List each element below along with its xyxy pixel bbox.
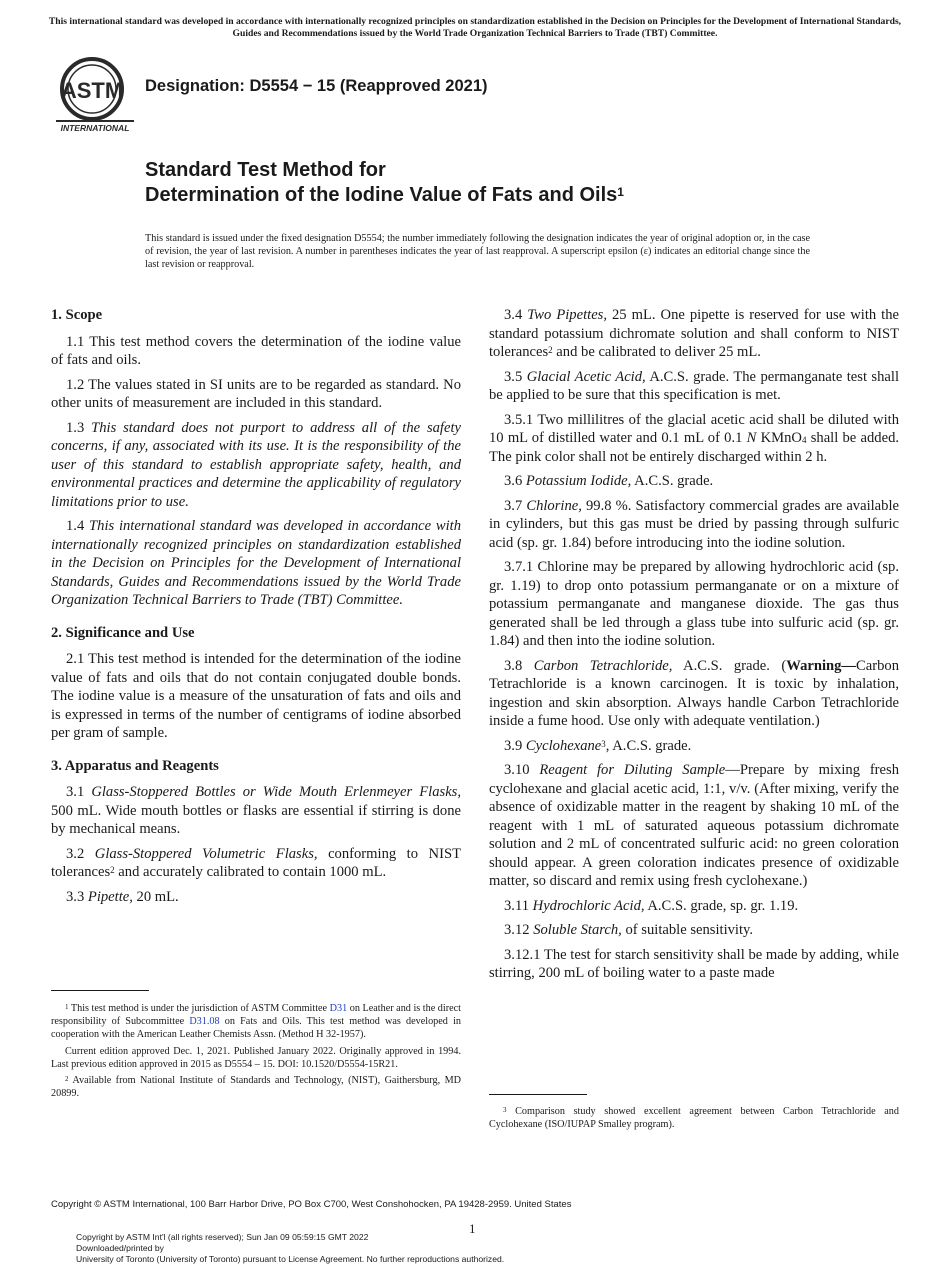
footnote-text: This test method is under the jurisdiction of ASTM Committee — [68, 1003, 330, 1014]
clause-text: This test method is intended for the determination of the iodine value of fats and oils that do not contain conjugated double bonds. The iodine value is a measure of the unsaturation of fats and oils and is expressed in terms of the number of centigrams of iodine absorbed per gram of sample. — [51, 651, 461, 741]
paragraph-3-10 — [489, 761, 899, 891]
normality-symbol: N — [746, 430, 757, 446]
paragraph-3-11 — [489, 897, 899, 916]
footnote-3 — [489, 1105, 899, 1131]
clause-number: 1.4 — [66, 518, 85, 534]
clause-term: Two Pipettes, — [527, 307, 607, 323]
page-number: 1 — [469, 1221, 476, 1236]
designation: Designation: D5554 − 15 (Reapproved 2021) — [145, 77, 488, 95]
paragraph-3-5-1 — [489, 411, 899, 467]
clause-text: and be calibrated to deliver 25 mL. — [552, 344, 761, 360]
download-line-3: University of Toronto (University of Toronto) pursuant to License Agreement. No further reproductions authorized. — [76, 1254, 505, 1265]
paragraph-3-5 — [489, 368, 899, 405]
clause-text: A.C.S. grade, sp. gr. 1.19. — [644, 897, 799, 914]
warning-label: Warning— — [786, 657, 857, 674]
footnotes-left — [51, 1002, 461, 1103]
copyright-line: Copyright © ASTM International, 100 Barr Harbor Drive, PO Box C700, West Conshohocken, PA 19428-2959. United States — [51, 1199, 572, 1210]
clause-text: Two millilitres of the glacial acetic acid shall be diluted with 10 mL of distilled water and 0.1 mL of 0.1 — [489, 411, 899, 446]
paragraph-3-3 — [51, 888, 461, 907]
title-line-2 — [145, 183, 624, 208]
clause-number: 1.1 — [66, 333, 85, 350]
clause-term: Pipette, — [87, 888, 133, 905]
footnote-2 — [51, 1074, 461, 1100]
paragraph-3-2 — [51, 845, 461, 882]
clause-text: The values stated in SI units are to be regarded as standard. No other units of measurement are included in this standard. — [51, 376, 461, 411]
paragraph-1-3 — [51, 419, 461, 512]
clause-number: 3.7.1 — [504, 559, 534, 575]
issued-note: This standard is issued under the fixed designation D5554; the number immediately following the designation indicates the year of original adoption or, in the case of revision, the year of last revision. A number in parentheses indicates the year of last reapproval. A superscript epsilon (ε) indicates an editorial change since the last revision or reapproval. — [145, 233, 810, 270]
clause-text: of suitable sensitivity. — [621, 922, 754, 938]
footnote-ref: 3 — [601, 738, 606, 749]
paragraph-3-6 — [489, 472, 899, 491]
clause-text: A.C.S. grade. The permanganate test shall be applied to be sure that this specification is met. — [489, 368, 899, 403]
clause-number: 3.12.1 — [504, 946, 541, 963]
logo-text: ASTM — [60, 78, 124, 103]
download-notice — [76, 1232, 504, 1266]
clause-term: Chlorine, — [526, 497, 582, 514]
logo-subtext: INTERNATIONAL — [60, 123, 130, 133]
chemical-formula: KMnO — [756, 430, 802, 446]
clause-text: , A.C.S. grade. — [605, 737, 692, 754]
clause-text: shall be added. The pink color shall not be entirely discharged within 2 h. — [489, 430, 900, 465]
footnote-1 — [51, 1002, 461, 1042]
clause-number: 3.9 — [504, 737, 523, 754]
paragraph-3-12 — [489, 921, 899, 940]
clause-text: Carbon Tetrachloride is a known carcinogen. It is toxic by inhalation, ingestion and skin absorption. Always handle Carbon Tetrachloride inside a fume hood. Use only with adequate ventilation.) — [489, 657, 899, 729]
clause-number: 1.3 — [66, 419, 85, 436]
clause-text: This international standard was developed in accordance with internationally recognized principles on standardization established in the Decision on Principles for the Development of International Standards, Guides and Recommendations issued by the World Trade Organization Technical Barriers to Trade (TBT) Committee. — [51, 518, 462, 608]
clause-number: 3.7 — [504, 497, 523, 514]
section-heading-apparatus: 3. Apparatus and Reagents — [51, 757, 219, 774]
clause-number: 1.2 — [66, 376, 85, 393]
title-footnote-mark: 1 — [617, 185, 624, 199]
top-notice: This international standard was developed in accordance with internationally recognized principles on standardization established in the Decision on Principles for the Development of International Standards, Guides and Recommendations issued by the World Trade Organization Technical Barriers to Trade (TBT) Committee. — [48, 16, 902, 39]
clause-term: Glass-Stoppered Volumetric Flasks, — [94, 845, 318, 862]
clause-text: 20 mL. — [132, 888, 179, 905]
paragraph-1-2 — [51, 376, 461, 413]
download-line-2: Downloaded/printed by — [76, 1243, 164, 1254]
paragraph-3-9 — [489, 737, 899, 756]
left-column — [51, 306, 461, 912]
committee-link[interactable]: D31 — [329, 1003, 348, 1014]
footnote-ref: 2 — [548, 345, 553, 355]
paragraph-3-1 — [51, 783, 461, 839]
footnote-divider-right — [489, 1094, 587, 1095]
clause-number: 3.3 — [66, 888, 85, 905]
paragraph-2-1 — [51, 650, 461, 743]
clause-text: The test for starch sensitivity shall be made by adding, while stirring, 200 mL of boiling water to a paste made — [489, 946, 899, 981]
footnote-current-edition: Current edition approved Dec. 1, 2021. Published January 2022. Originally approved in 1994. Last previous edition approved in 2015 as D5554 – 15. DOI: 10.1520/D5554-15R21. — [51, 1045, 461, 1070]
clause-number: 3.8 — [504, 657, 523, 674]
paragraph-3-7-1 — [489, 558, 899, 651]
clause-number: 3.2 — [66, 845, 85, 862]
clause-term: Glass-Stoppered Bottles or Wide Mouth Erlenmeyer Flasks, — [91, 784, 461, 800]
paragraph-3-7 — [489, 497, 899, 553]
footnote-text: on Fats and Oils. This test method was developed in cooperation with the American Leather Chemists Assn. (Method H 32-1957). — [51, 1016, 461, 1041]
clause-term: Hydrochloric Acid, — [532, 897, 645, 914]
footnote-text: Comparison study showed excellent agreement between Carbon Tetrachloride and Cyclohexane (ISO/IUPAP Smalley program). — [489, 1106, 899, 1131]
footnote-mark: 2 — [65, 1075, 69, 1084]
clause-term: Glacial Acetic Acid, — [526, 368, 646, 385]
title-line-1: Standard Test Method for — [145, 159, 386, 181]
clause-number: 3.4 — [504, 307, 523, 323]
clause-number: 3.11 — [504, 897, 529, 914]
clause-text: A.C.S. grade. ( — [672, 657, 787, 674]
document-title — [145, 158, 624, 208]
clause-term: Soluble Starch, — [533, 922, 622, 938]
subcommittee-link[interactable]: D31.08 — [189, 1016, 220, 1028]
clause-text: conforming to NIST tolerances — [51, 845, 461, 880]
paragraph-3-8 — [489, 657, 899, 731]
clause-text: This standard does not purport to address all of the safety concerns, if any, associated with its use. It is the responsibility of the user of this standard to establish appropriate safety, health, and environmental practices and determine the applicability of regulatory limitations prior to use. — [51, 419, 461, 510]
footnote-text: on Leather and is the direct responsibility of Subcommittee — [51, 1003, 461, 1028]
clause-term: Carbon Tetrachloride, — [533, 657, 673, 674]
clause-number: 3.5.1 — [504, 411, 534, 428]
clause-text: 25 mL. One pipette is reserved for use with the standard potassium dichromate solution and shall conform to NIST tolerances — [489, 307, 900, 360]
clause-text: 99.8 %. Satisfactory commercial grades are available in cylinders, but this gas must be dried by passing through sulfuric acid (sp. gr. 1.84) before introducing into the iodine solution. — [489, 497, 899, 551]
right-column — [489, 306, 899, 989]
clause-text: Chlorine may be prepared by allowing hydrochloric acid (sp. gr. 1.19) to drop onto potassium permanganate or on a mixture of potassium permanganate and manganese dioxide. The gas thus generated shall be led through a glass tube into sulfuric acid (sp. gr. 1.84) and then into the iodine solution. — [489, 559, 899, 649]
clause-term: Cyclohexane — [525, 737, 602, 754]
clause-text: 500 mL. Wide mouth bottles or flasks are essential if stirring is done by mechanical means. — [51, 802, 461, 837]
clause-term: Reagent for Diluting Sample — [539, 762, 726, 778]
clause-number: 3.6 — [504, 473, 523, 489]
clause-term: Potassium Iodide, — [525, 473, 632, 489]
section-heading-significance: 2. Significance and Use — [51, 624, 195, 641]
footnote-text: Available from National Institute of Standards and Technology, (NIST), Gaithersburg, MD 20899. — [51, 1075, 461, 1100]
title-text: Determination of the Iodine Value of Fats and Oils — [145, 184, 618, 206]
clause-number: 3.1 — [66, 784, 85, 800]
clause-text: This test method covers the determination of the iodine value of fats and oils. — [51, 333, 461, 368]
astm-logo-icon — [52, 54, 136, 134]
section-heading-scope: 1. Scope — [51, 307, 103, 323]
paragraph-1-1 — [51, 333, 461, 370]
paragraph-1-4 — [51, 517, 461, 610]
clause-text: —Prepare by mixing fresh cyclohexane and glacial acetic acid, 1:1, v/v. (After mixing, verify the absence of oxidizable matter in the reagent by shaking 10 mL of the reagent with 1 mL of saturated aqueous potassium dichromate solution and 2 mL of concentrated sulfuric acid: no green coloration should appear. A green coloration indicates presence of oxidizable matter, so discard and remix using fresh cyclohexane.) — [489, 762, 899, 889]
footnote-ref: 2 — [110, 865, 115, 875]
footnote-mark: 1 — [65, 1003, 69, 1011]
clause-number: 3.5 — [504, 368, 523, 385]
formula-subscript: 4 — [801, 435, 807, 445]
paragraph-3-4 — [489, 306, 899, 362]
footnote-divider-left — [51, 990, 149, 991]
clause-number: 2.1 — [66, 651, 85, 667]
footnotes-right — [489, 1105, 899, 1134]
footnote-mark: 3 — [503, 1106, 507, 1114]
clause-number: 3.10 — [504, 762, 530, 778]
paragraph-3-12-1 — [489, 946, 899, 983]
clause-text: and accurately calibrated to contain 1000 mL. — [114, 864, 387, 880]
clause-text: A.C.S. grade. — [631, 473, 714, 489]
download-line-1: Copyright by ASTM Int'l (all rights reserved); Sun Jan 09 05:59:15 GMT 2022 — [76, 1232, 369, 1242]
clause-number: 3.12 — [504, 922, 530, 938]
